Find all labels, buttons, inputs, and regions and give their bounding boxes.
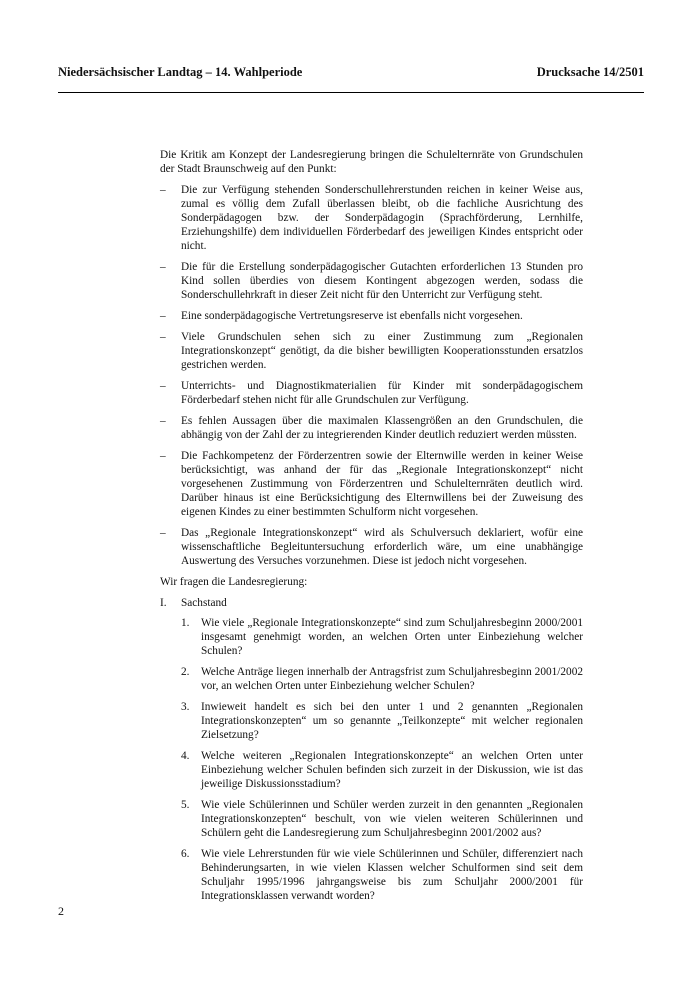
dash-marker: – [160, 415, 166, 427]
question-text: Wie viele Lehrerstunden für wie viele Schülerinnen und Schüler, differenziert nach Behinderungsarten, in wie vielen Klassen welcher Schulformen sind seit dem Schuljahr 1995/1996 jahrgangsweise bis zum Schuljahr 2000/2001 für Integrationsklassen verwandt worden? [201, 848, 583, 902]
page-header [58, 65, 644, 87]
list-item-text: Das „Regionale Integrationskonzept“ wird als Schulversuch deklariert, wofür eine wissenschaftliche Begleituntersuchung erforderlich wäre, um eine unabhängige Auswertung des Versuches vorzunehmen. Diese ist jedoch nicht vorgesehen. [181, 527, 583, 567]
dash-marker: – [160, 527, 166, 539]
question-item [181, 847, 583, 903]
intro-paragraph: Die Kritik am Konzept der Landesregierung bringen die Schulelternräte von Grundschulen der Stadt Braunschweig auf den Punkt: [160, 149, 583, 175]
dash-marker: – [160, 310, 166, 322]
dash-marker: – [160, 184, 166, 196]
list-item [160, 379, 583, 407]
list-item [160, 449, 583, 519]
dash-marker: – [160, 331, 166, 343]
list-item-text: Es fehlen Aussagen über die maximalen Klassengrößen an den Grundschulen, die abhängig von der Zahl der zu integrierenden Kinder deutlich reduziert werden müssten. [181, 415, 583, 441]
section-numeral: I. [160, 597, 167, 609]
list-item-text: Die Fachkompetenz der Förderzentren sowie der Elternwille werden in keiner Weise berücksichtigt, was anhand der für das „Regionale Integrationskonzept“ nicht vorgesehenen Zustimmung von Förderzentren und Schulelternräten deutlich wird. Darüber hinaus ist eine Berücksichtigung des Elternwillens bei der Zuweisung des eigenen Kindes zu einer bestimmten Schulform nicht vorgesehen. [181, 450, 583, 518]
list-item-text: Unterrichts- und Diagnostikmaterialien für Kinder mit sonderpädagogischem Förderbedarf stehen nicht für alle Grundschulen zur Verfügung. [181, 380, 583, 406]
header-rule [58, 92, 644, 93]
criticism-list [160, 183, 583, 568]
question-text: Wie viele „Regionale Integrationskonzepte“ sind zum Schuljahresbeginn 2000/2001 insgesamt genehmigt worden, an welchen Orten unter Einbeziehung welcher Schulen? [201, 617, 583, 657]
question-text: Inwieweit handelt es sich bei den unter 1 und 2 genannten „Regionalen Integrationskonzepten“ um so genannte „Teilkonzepte“ mit welcher regionalen Zielsetzung? [201, 701, 583, 741]
question-lead: Wir fragen die Landesregierung: [160, 576, 308, 588]
question-text: Welche Anträge liegen innerhalb der Antragsfrist zum Schuljahresbeginn 2001/2002 vor, an welchen Orten unter Einbeziehung welcher Schulen? [201, 666, 583, 692]
header-document-number: Drucksache 14/2501 [536, 65, 644, 79]
question-list [160, 616, 583, 903]
document-body [160, 148, 583, 910]
list-item [160, 330, 583, 372]
list-item [160, 526, 583, 568]
question-number: 1. [181, 617, 190, 629]
section-heading [160, 596, 583, 610]
question-number: 3. [181, 701, 190, 713]
question-item [181, 700, 583, 742]
question-number: 6. [181, 848, 190, 860]
list-item-text: Eine sonderpädagogische Vertretungsreserve ist ebenfalls nicht vorgesehen. [181, 310, 523, 322]
list-item [160, 260, 583, 302]
list-item [160, 183, 583, 253]
list-item [160, 309, 583, 323]
header-parliament: Niedersächsischer Landtag – 14. Wahlperiode [58, 65, 303, 79]
page-number: 2 [58, 904, 64, 918]
dash-marker: – [160, 450, 166, 462]
question-number: 5. [181, 799, 190, 811]
list-item [160, 414, 583, 442]
question-item [181, 665, 583, 693]
question-text: Wie viele Schülerinnen und Schüler werden zurzeit in den genannten „Regionalen Integrationskonzepten“ beschult, von wie vielen weiteren Schülerinnen und Schülern geht die Landesregierung zum Schuljahresbeginn 2001/2002 aus? [201, 799, 583, 839]
list-item-text: Die zur Verfügung stehenden Sonderschullehrerstunden reichen in keiner Weise aus, zumal es völlig dem Zufall überlassen bleibt, ob die fachliche Ausrichtung des Sonderpädagogen bzw. der Sonderpädagogin (Sprachförderung, Lernhilfe, Erziehungshilfe) dem individuellen Förderbedarf des jeweiligen Kindes entspricht oder nicht. [181, 184, 583, 252]
list-item-text: Die für die Erstellung sonderpädagogischer Gutachten erforderlichen 13 Stunden pro Kind sollen überdies von diesem Kontingent abgezogen werden, sodass die Sonderschullehrkraft in dieser Zeit nicht für den Unterricht zur Verfügung steht. [181, 261, 583, 301]
question-item [181, 749, 583, 791]
question-number: 2. [181, 666, 190, 678]
question-number: 4. [181, 750, 190, 762]
question-text: Welche weiteren „Regionalen Integrationskonzepte“ an welchen Orten unter Einbeziehung welcher Schulen befinden sich zurzeit in der Diskussion, wie ist das jeweilige Diskussionsstadium? [201, 750, 583, 790]
question-item [181, 616, 583, 658]
dash-marker: – [160, 380, 166, 392]
question-item [181, 798, 583, 840]
section-title: Sachstand [181, 597, 227, 609]
list-item-text: Viele Grundschulen sehen sich zu einer Zustimmung zum „Regionalen Integrationskonzept“ genötigt, da die bisher bewilligten Kooperationsstunden ersatzlos gestrichen werden. [181, 331, 583, 371]
dash-marker: – [160, 261, 166, 273]
